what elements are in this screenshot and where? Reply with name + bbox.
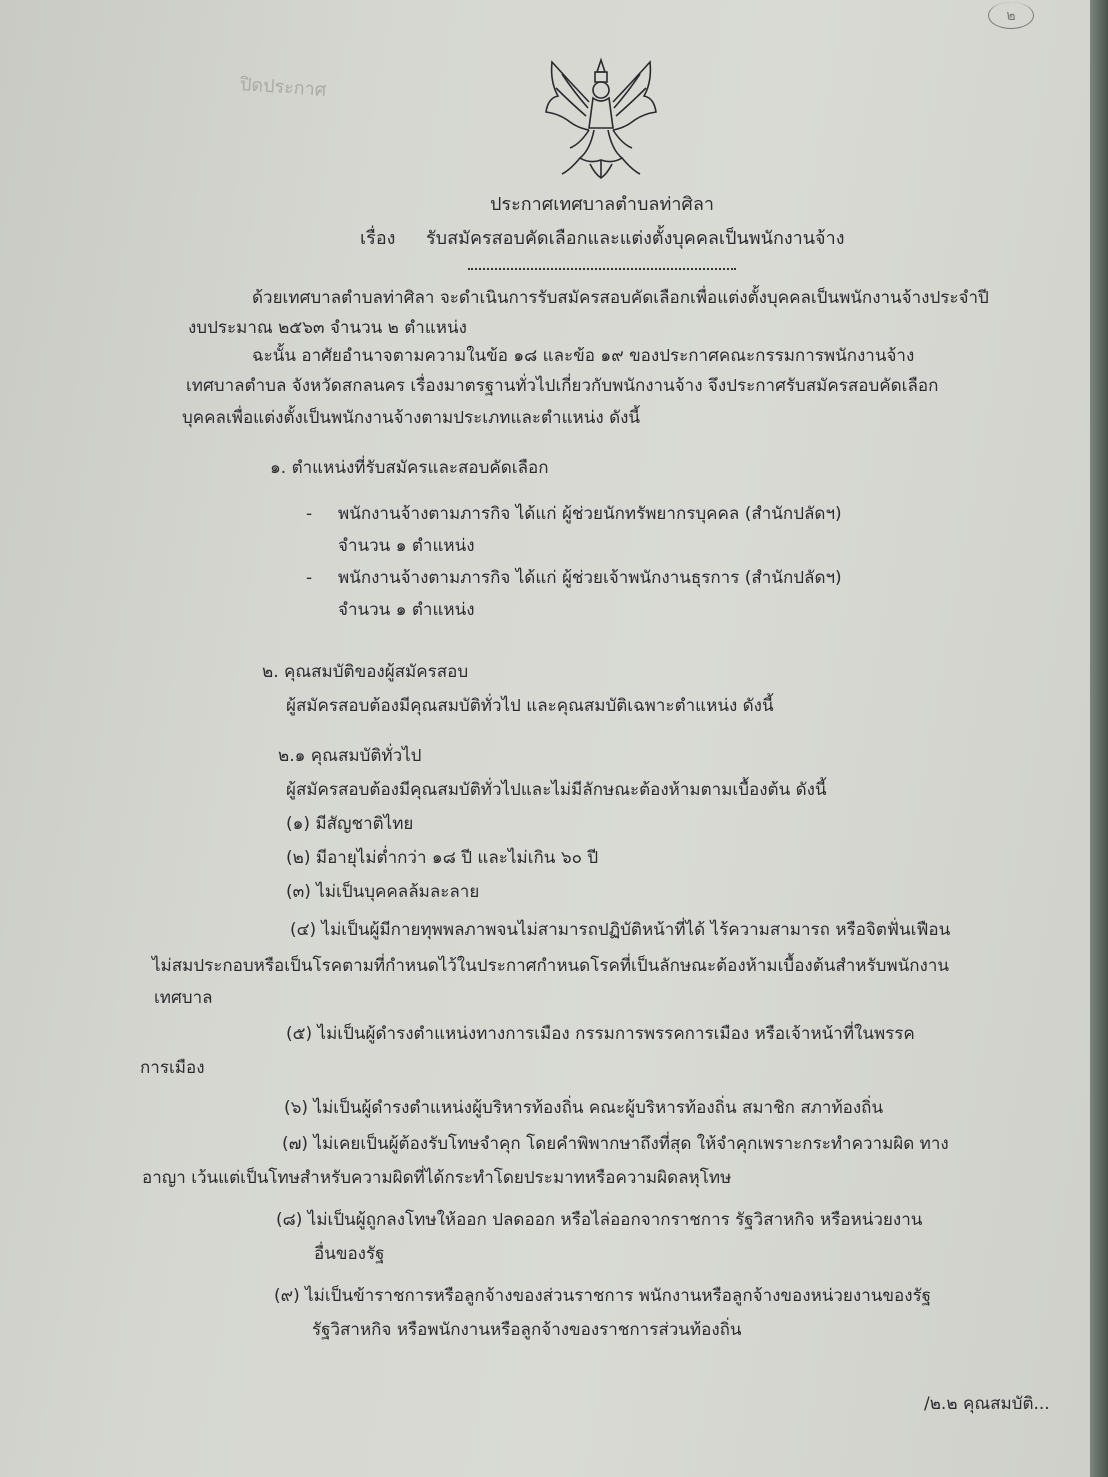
section-2-heading: ๒. คุณสมบัติของผู้สมัครสอบ: [262, 662, 469, 682]
position-count: จำนวน ๑ ตำแหน่ง: [338, 600, 475, 620]
intro-paragraph-line: ด้วยเทศบาลตำบลท่าศิลา จะดำเนินการรับสมัครสอบคัดเลือกเพื่อแต่งตั้งบุคคลเป็นพนักงานจ้างประจำปี: [252, 288, 989, 308]
qualification-item: (๔) ไม่เป็นผู้มีกายทุพพลภาพจนไม่สามารถปฏิบัติหน้าที่ได้ ไร้ความสามารถ หรือจิตฟั่นเฟือน: [290, 920, 951, 940]
intro-paragraph-line: เทศบาลตำบล จังหวัดสกลนคร เรื่องมาตรฐานทั่วไปเกี่ยวกับพนักงานจ้าง จึงประกาศรับสมัครสอบคัดเลือก: [186, 376, 939, 396]
qualification-item-cont: เทศบาล: [154, 988, 213, 1008]
qualification-item: (๙) ไม่เป็นข้าราชการหรือลูกจ้างของส่วนราชการ พนักงานหรือลูกจ้างของหน่วยงานของรัฐ: [274, 1286, 932, 1306]
divider: [468, 268, 736, 270]
intro-paragraph-line: ฉะนั้น อาศัยอำนาจตามความในข้อ ๑๘ และข้อ ๑๙ ของประกาศคณะกรรมการพนักงานจ้าง: [252, 346, 915, 366]
subsection-intro: ผู้สมัครสอบต้องมีคุณสมบัติทั่วไปและไม่มีลักษณะต้องห้ามตามเบื้องต้น ดังนี้: [286, 780, 827, 800]
qualification-item: (๘) ไม่เป็นผู้ถูกลงโทษให้ออก ปลดออก หรือไล่ออกจากราชการ รัฐวิสาหกิจ หรือหน่วยงาน: [276, 1210, 923, 1230]
background-edge: [1090, 0, 1108, 1477]
faded-handwritten-note: ปิดประกาศ: [239, 74, 327, 101]
qualification-item-cont: การเมือง: [140, 1058, 205, 1078]
subject-label: เรื่อง: [360, 228, 396, 249]
section-1-heading: ๑. ตำแหน่งที่รับสมัครและสอบคัดเลือก: [270, 458, 549, 478]
page-number-mark: ๒: [988, 2, 1034, 29]
position-item: พนักงานจ้างตามภารกิจ ได้แก่ ผู้ช่วยเจ้าพนักงานธุรการ (สำนักปลัดฯ): [338, 568, 842, 588]
qualification-item: (๑) มีสัญชาติไทย: [286, 814, 414, 834]
qualification-item: (๗) ไม่เคยเป็นผู้ต้องรับโทษจำคุก โดยคำพิพากษาถึงที่สุด ให้จำคุกเพราะกระทำความผิด ทาง: [282, 1134, 949, 1154]
position-dash: -: [306, 568, 313, 588]
garuda-emblem-icon: [540, 52, 662, 182]
subject-text: รับสมัครสอบคัดเลือกและแต่งตั้งบุคคลเป็นพนักงานจ้าง: [426, 228, 845, 249]
section-2-intro: ผู้สมัครสอบต้องมีคุณสมบัติทั่วไป และคุณสมบัติเฉพาะตำแหน่ง ดังนี้: [286, 696, 774, 716]
qualification-item-cont: รัฐวิสาหกิจ หรือพนักงานหรือลูกจ้างของราชการส่วนท้องถิ่น: [312, 1320, 742, 1340]
qualification-item: (๓) ไม่เป็นบุคคลล้มละลาย: [286, 882, 480, 902]
continuation-note: /๒.๒ คุณสมบัติ...: [924, 1394, 1050, 1414]
qualification-item-cont: ไม่สมประกอบหรือเป็นโรคตามที่กำหนดไว้ในประกาศกำหนดโรคที่เป็นลักษณะต้องห้ามเบื้องต้นสำหรับพนักงาน: [152, 956, 949, 976]
position-item: พนักงานจ้างตามภารกิจ ได้แก่ ผู้ช่วยนักทรัพยากรบุคคล (สำนักปลัดฯ): [338, 504, 842, 524]
qualification-item: (๒) มีอายุไม่ต่ำกว่า ๑๘ ปี และไม่เกิน ๖๐ ปี: [286, 848, 599, 868]
intro-paragraph-line: งบประมาณ ๒๕๖๓ จำนวน ๒ ตำแหน่ง: [188, 318, 467, 338]
subsection-heading: ๒.๑ คุณสมบัติทั่วไป: [278, 746, 422, 766]
qualification-item: (๕) ไม่เป็นผู้ดำรงตำแหน่งทางการเมือง กรรมการพรรคการเมือง หรือเจ้าหน้าที่ในพรรค: [286, 1024, 915, 1044]
qualification-item-cont: อื่นของรัฐ: [314, 1244, 385, 1264]
qualification-item-cont: อาญา เว้นแต่เป็นโทษสำหรับความผิดที่ได้กระทำโดยประมาทหรือความผิดลหุโทษ: [142, 1168, 732, 1188]
announcement-title: ประกาศเทศบาลตำบลท่าศิลา: [490, 194, 714, 215]
position-dash: -: [306, 504, 313, 524]
position-count: จำนวน ๑ ตำแหน่ง: [338, 536, 475, 556]
intro-paragraph-line: บุคคลเพื่อแต่งตั้งเป็นพนักงานจ้างตามประเภทและตำแหน่ง ดังนี้: [182, 408, 641, 428]
qualification-item: (๖) ไม่เป็นผู้ดำรงตำแหน่งผู้บริหารท้องถิ่น คณะผู้บริหารท้องถิ่น สมาชิก สภาท้องถิ่น: [284, 1098, 884, 1118]
